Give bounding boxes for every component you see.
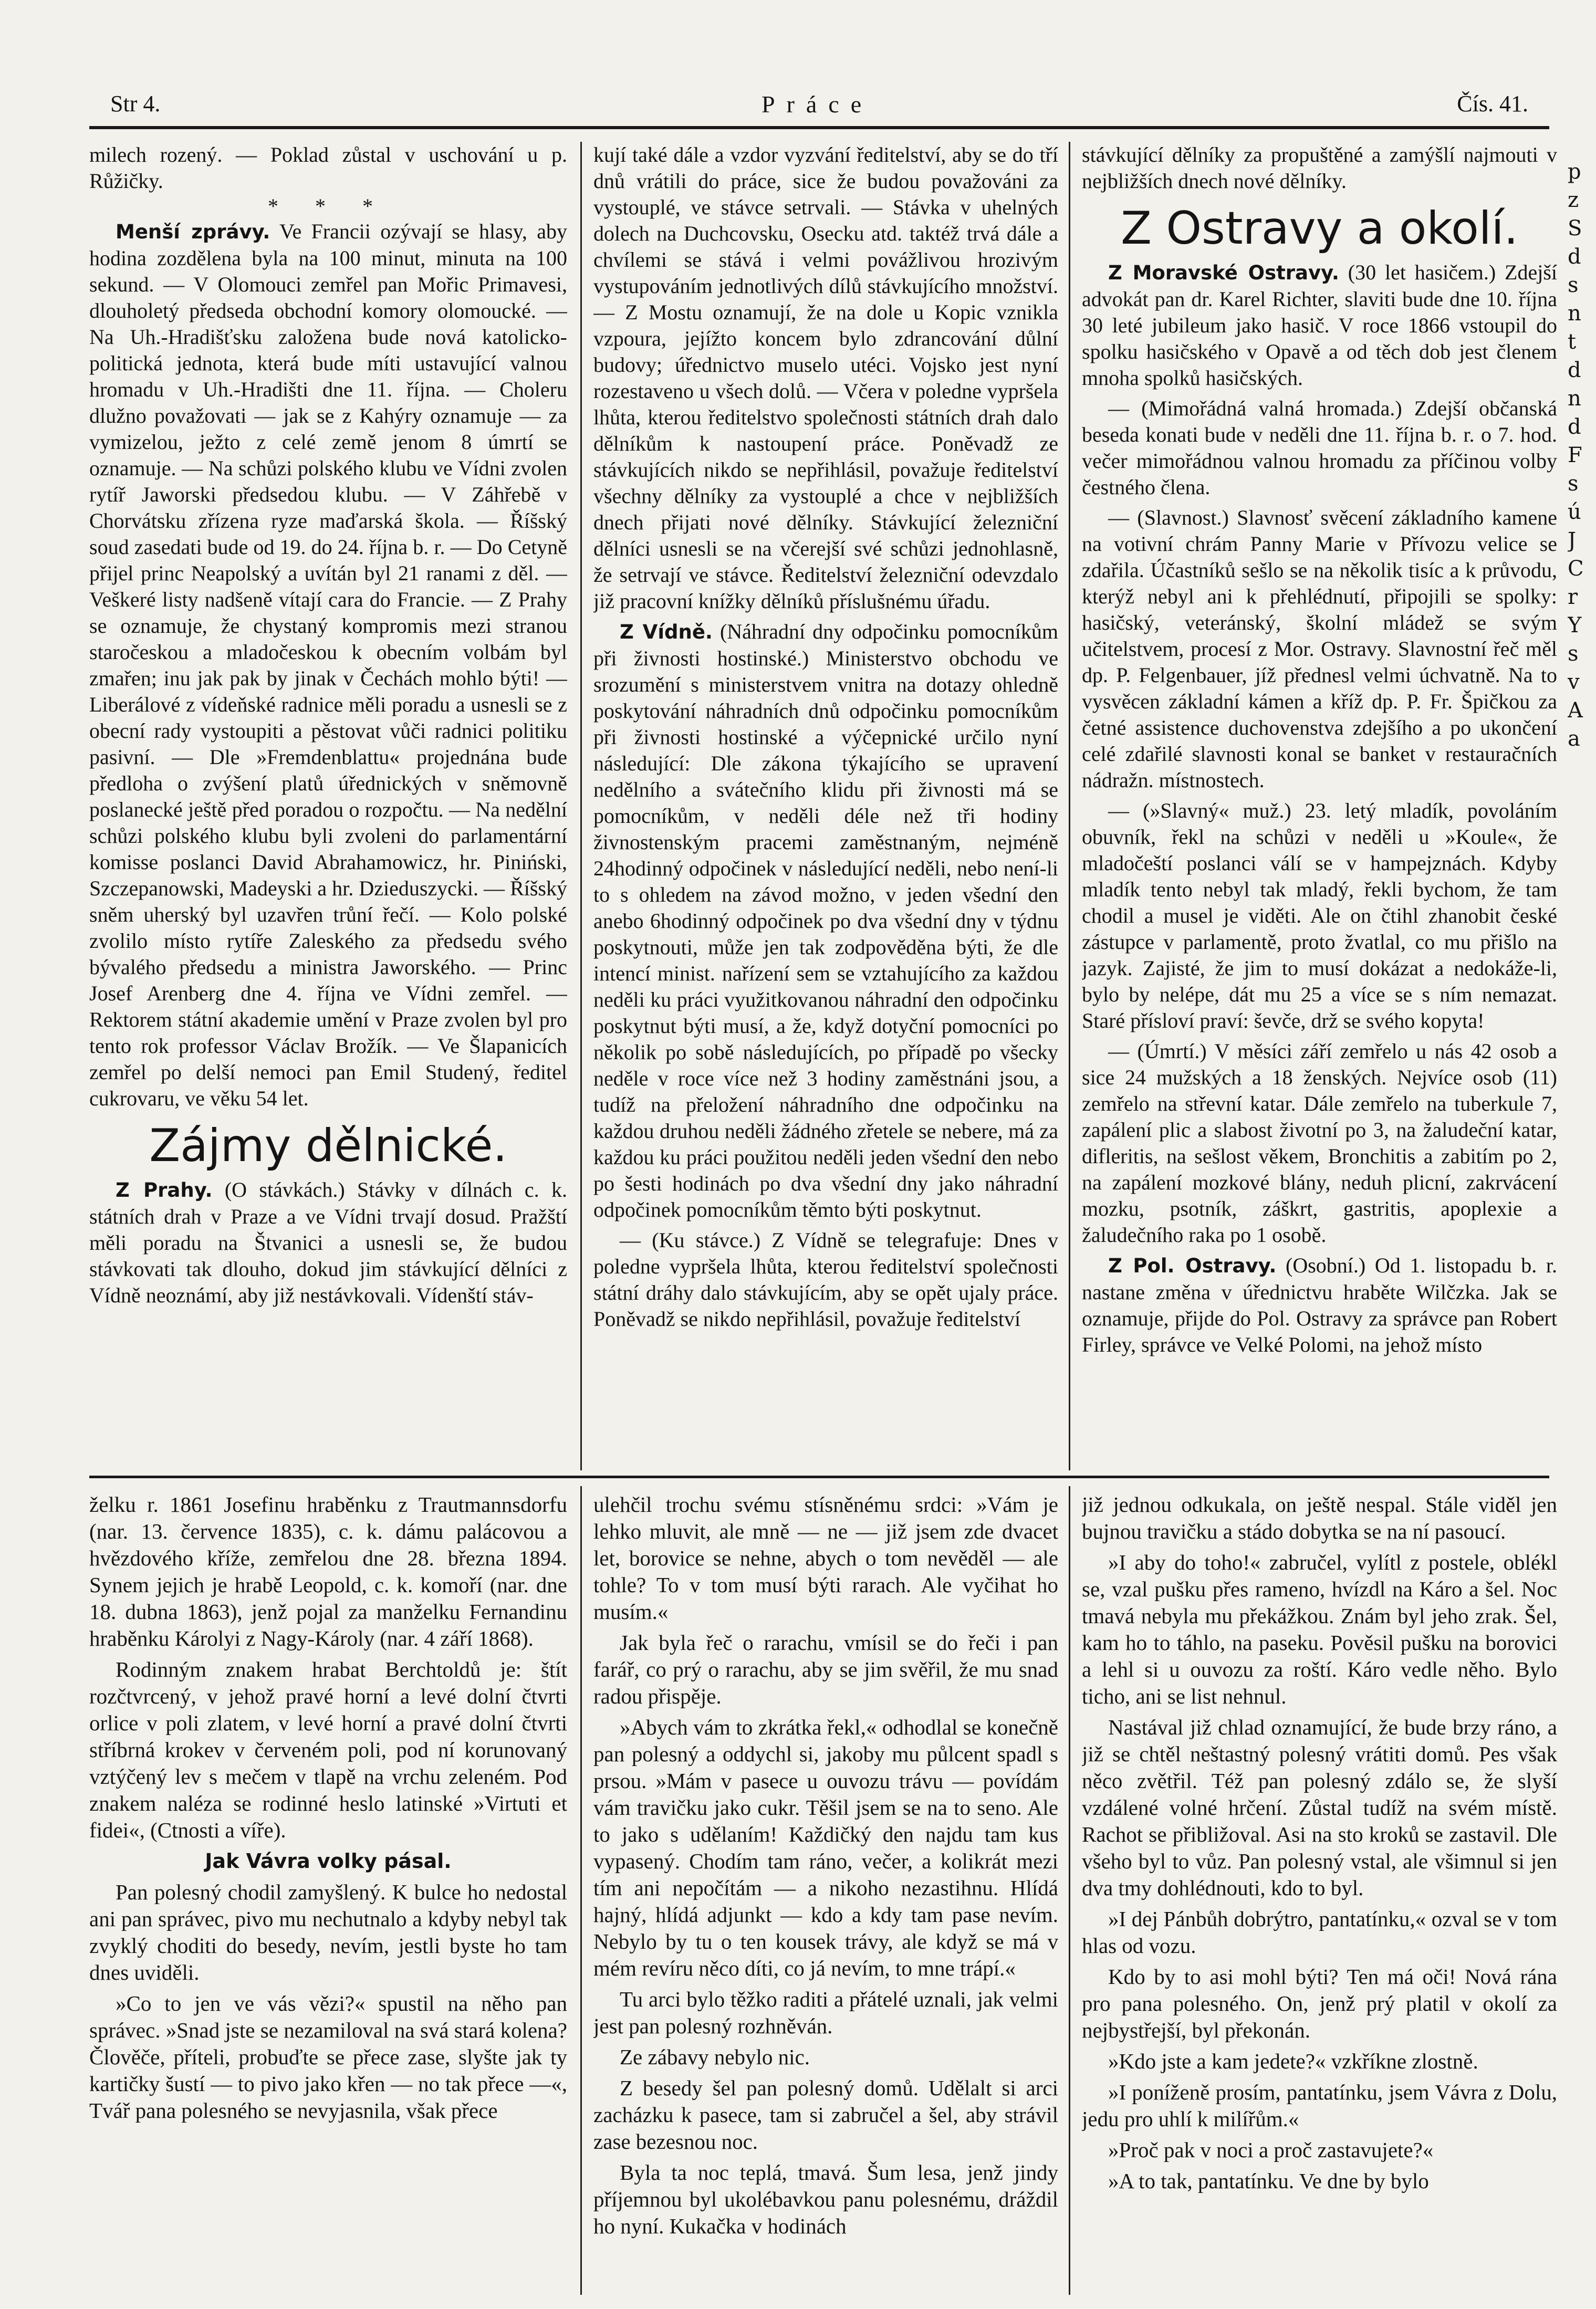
feuilleton-column-3 [1082,1491,1557,2295]
edge-letter: S [1568,216,1582,241]
paragraph: již jednou odkukala, on ještě nespal. Stále viděl jen bujnou travičku a stádo dobytka se na ní pasoucí. [1082,1492,1557,1543]
paragraph: »A to tak, pantatínku. Ve dne by bylo [1108,2169,1429,2193]
paragraph: milech rozený. — Poklad zůstal v uschování u p. Růžičky. [89,143,567,193]
paragraph: želku r. 1861 Josefinu hraběnku z Trautmannsdorfu (nar. 13. července 1835), c. k. dámu palácovou a hvězdového kříže, zemřelou dne 28. března 1894. Synem jejich je hrabě Leopold, c. k. komoří (nar. dne 18. dubna 1863), jenž pojal za manželku Fernandinu hraběnku Károlyi z Nagy-Károly (nar. 4 září 1868). [89,1492,567,1650]
section-title: Zájmy dělnické. [149,1120,507,1172]
paragraph: Byla ta noc teplá, tmavá. Šum lesa, jenž jindy příjemnou byl ukolébavkou panu polesnému, dráždil ho nyní. Kukačka v hodinách [593,2160,1058,2238]
paragraph: Rodinným znakem hrabat Berchtoldů je: štít rozčtvrcený, v jehož pravé horní a levé dolní čtvrti orlice v poli zlatem, v levé horní a pravé dolní čtvrti stříbrná krokev v červeném poli, pod ní korunovaný vztýčený lev s mečem v tlapě na vrchu zeleném. Pod znakem naléza se rodinné heslo latinské »Virtuti et fidei«, (Ctnosti a víře). [89,1657,567,1842]
paragraph: Nastával již chlad oznamující, že bude brzy ráno, a již se chtěl neštastný polesný vrátiti domů. Pes však něco zvětřil. Též pan polesný zdálo se, že slyší vzdálené volné hrčení. Zůstal tudíž na svém místě. Rachot se přibližoval. Asi na sto kroků se zastavil. Dle všeho byl to vůz. Pan polesný vstal, ale všimnul si jen dva tmy dohlédnouti, kdo to byl. [1082,1715,1557,1900]
dateline: Z Moravské Ostravy. [1108,262,1339,284]
paragraph: Ze zábavy nebylo nic. [620,2045,810,2069]
edge-letter: s [1568,642,1579,666]
labour-paragraph [89,1177,567,1309]
edge-letter: t [1568,330,1577,354]
edge-letter: p [1568,160,1581,184]
column-1 [89,142,567,1473]
paragraph: Jak byla řeč o rarachu, vmísil se do řeči i pan farář, co prý o rarachu, aby se jim svěřil, že mu snad radou přispěje. [593,1631,1058,1708]
paragraph: Tu arci bylo těžko raditi a přátelé uznali, jak velmi jest pan polesný rozhněván. [593,1987,1058,2038]
paragraph: »Abych vám to zkrátka řekl,« odhodlal se konečně pan polesný a oddychl si, jakoby mu půlcent spadl s prsou. »Mám v pasece u ouvozu trávu — povídám vám travičku jako cukr. Těšil jsem se na to seno. Ale to jako s udělaním! Každičký den najdu tam kus vypasený. Chodím tam ráno, večer, a kolikrát mezi tím ani nepočítám — a nikoho nezastihnu. Hlídá hajný, hlídá adjunkt — kdo a kdy tam pase nevím. Nebylo by tu o ten kousek trávy, ale když se má v mém revíru něco díti, co já nevím, to mne trápí.« [593,1715,1058,1980]
article-text: (30 let hasičem.) Zdejší advokát pan dr. Karel Richter, slaviti bude dne 10. října 30 leté jubileum jako hasič. V roce 1866 vstoupil do spolku hasičského v Opavě a od těch dob jest členem mnoha spolků hasičských. [1082,260,1557,390]
edge-letter: a [1568,727,1580,751]
dateline: Z Vídně. [620,621,713,643]
edge-letter: F [1568,443,1582,467]
paragraph: — (Ku stávce.) Z Vídně se telegrafuje: Dnes v poledne vypršela lhůta, kterou ředitelství společnosti státní dráhy dalo stávkujícím, aby se opět ujaly práce. Poněvadž se nikdo nepřihlásil, považuje ředitelství [593,1228,1058,1331]
story-title: Jak Vávra volky pásal. [205,1850,452,1873]
article-text: (O stávkách.) Stávky v dílnách c. k. státních drah v Praze a ve Vídni trvají dosud. Pražští měli poradu na Štvanici a usnesli se, že budou stávkovati tak dlouho, dokud jim stávkující dělníci z Vídně neoznámí, aby již nestávkovali. Vídenští stáv- [89,1178,567,1307]
vienna-paragraph [593,619,1058,1223]
pol-ostrava-paragraph [1082,1252,1557,1358]
feuilleton-column-2 [593,1491,1058,2295]
paragraph: kují také dále a vzdor vyzvání ředitelství, aby se do tří dnů vrátili do práce, sice že budou považováni za vystouplé, ve stávce setrvali. — Stávka v uhelných dolech na Duchcovsku, Osecku atd. taktéž trvá dále a chvílemi se stává i velmi povážlivou hrozivým vystupováním jednotlivých dílů stávkujícího množství. — Z Mostu oznamují, že na dole u Kopic vznikla vzpoura, jejížto koncem bylo zdrancování důlní budovy; úřednictvo muselo utéci. Vojsko jest nyní rozestaveno u všech dolů. — Včera v poledne vypršela lhůta, kterou ředitelstvo společnosti státních drah dalo dělníkům k nastoupení práce. Poněvadž ze stávkujících nikdo se nepřihlásil, považuje ředitelství všechny dělníky za vystouplé a chce v nejbližších dnech přijati nové dělníky. Stávkující železniční dělníci usnesli se na včerejší své schůzi jednohlasně, že setrvají ve stávce. Ředitelství železniční odevzdalo již pracovní knížky dělníků příslušnému úřadu. [593,143,1058,613]
paragraph: Kdo by to asi mohl býti? Ten má oči! Nová rána pro pana polesného. On, jenž prý platil v okolí za nejbystřejší, byl překonán. [1082,1965,1557,2042]
edge-letter: J [1568,528,1577,552]
adjacent-page-edge [1568,158,1596,753]
article-text: (Osobní.) Od 1. listopadu b. r. nastane změna v úřednictvu hraběte Wilčzka. Jak se oznamuje, přijde do Pol. Ostravy za správce pan Robert Firley, správce ve Velké Polomi, na jehož místo [1082,1253,1557,1356]
paragraph: »Kdo jste a kam jedete?« vzkříkne zlostně. [1108,2049,1478,2073]
edge-letter: s [1568,472,1579,496]
dateline: Z Prahy. [116,1179,213,1201]
page-header [110,90,1528,122]
edge-letter: Y [1568,613,1582,638]
column-divider [580,142,582,1470]
edge-letter: n [1568,386,1581,411]
paragraph: — (»Slavný« muž.) 23. letý mladík, povoláním obuvník, řekl na schůzi v neděli u »Koule«, že mladočeští poslanci válí se v hampejznách. Kdyby mladík tento nebyl tak mladý, řekli bychom, že tam chodil a musel je viděti. Ale on čtihl zhanobit české zástupce v parlamentě, proto žvatlal, co mu přišlo na jazyk. Zajisté, že jim to musí dokázat a nedokáže-li, bylo by nelépe, dát mu 25 a více se s ním nemazat. Staré přísloví praví: ševče, drž se svého kopyta! [1082,799,1557,1032]
edge-letter: d [1568,415,1581,439]
edge-letter: C [1568,557,1584,581]
column-3 [1082,142,1557,1473]
paragraph: Pan polesný chodil zamyšlený. K bulce ho nedostal ani pan správec, pivo mu nechutnalo a kdyby nebyl tak zvyklý choditi do besedy, nevím, jestli byste ho tam dnes uviděli. [89,1880,567,1984]
edge-letter: A [1568,698,1583,723]
column-2 [593,142,1058,1473]
edge-letter: n [1568,301,1581,326]
section-lead: Menší zprávy. [116,221,270,243]
feuilleton-column-1 [89,1491,567,2295]
paragraph: Z besedy šel pan polesný domů. Udělalt si arci zacházku k pasece, tam si zabručel a šel, aby strávil zase bezesnou noc. [593,2076,1058,2154]
paragraph: ulehčil trochu svému stísněnému srdci: »Vám je lehko mluvit, ale mně — ne — již jsem zde dvacet let, borovice se nehne, abych o tom nevěděl — ale tohle? To v tom musí býti rarach. Ale vyčihat ho musím.« [593,1492,1058,1624]
paragraph: »I aby do toho!« zabručel, vylítl z postele, oblékl se, vzal pušku přes rameno, hvízdl na Káro a šel. Noc tmavá nebyla mu překážkou. Znám byl jeho zrak. Šel, kam ho to táhlo, na paseku. Pověsil pušku na borovici a lehl si u ouvozu za roští. Káro vedle něho. Bylo ticho, ani se list nehnul. [1082,1550,1557,1708]
paragraph: — (Mimořádná valná hromada.) Zdejší občanská beseda konati bude v neděli dne 11. října b. r. o 7. hod. večer mimořádnou valnou hromadu za příčinou volby čestného člena. [1082,396,1557,499]
issue-number: Čís. 41. [1457,91,1528,117]
feuilleton-rule [89,1476,1549,1478]
paragraph: — (Slavnost.) Slavnosť svěcení základního kamene na votivní chrám Panny Marie v Přívozu velice se zdařila. Účastníků sešlo se na několik tisíc a k průvodu, kterýž nebyl ani k přehlédnutí, připojili se spolky: hasičský, veteránský, školní mládež se svým učitelstvem, procesí z Mor. Ostravy. Slavnostní řeč měl dp. P. Felgenbauer, jíž přednesl velmi úchvatně. Na to vysvěcen základní kámen a kříž dp. P. Fr. Špičkou za četné assistence duchovenstva zdejšího a po ukončení celé zdařilé slavnosti konal se banket v restauračních nádražn. místnostech. [1082,506,1557,792]
paragraph: stávkující dělníky za propuštěné a zamýšlí najmouti v nejbližších dnech nové dělníky. [1082,143,1557,193]
edge-letter: d [1568,245,1581,269]
paragraph: »Proč pak v noci a proč zastavujete?« [1108,2138,1434,2162]
paragraph: »Co to jen ve vás vězi?« spustil na něho pan správec. »Snad jste se nezamiloval na svá stará kolena? Člověče, příteli, probuďte se přece zase, slyšte jak ty kartičky šustí — to pivo jako křen — no tak přece —«, Tvář pana polesného se nevyjasnila, však přece [89,1991,567,2123]
edge-letter: s [1568,273,1579,297]
column-divider [1069,142,1070,1470]
news-text: Ve Francii ozývají se hlasy, aby hodina zozdělena byla na 100 minut, minuta na 100 sekund. — V Olomouci zemřel pan Mořic Primavesi, dlouholetý předseda obchodní komory olomoucké. — Na Uh.-Hradišťsku založena bude nová katolicko-politická jednota, která bude míti ustavující valnou hromadu v Uh.-Hradišti dne 11. října. — Choleru dlužno považovati — jak se z Kahýry oznamuje — za vymizelou, ježto z celé země jenom 8 úmrtí se oznamuje. — Na schůzi polského klubu ve Vídni zvolen rytíř Jaworski předsedou klubu. — V Záhřebě v Chorvátsku zřízena ryze maďarská škola. — Říšský soud zasedati bude od 19. do 24. října b. r. — Do Cetyně přijel princ Neapolský a uvítán byl 21 ranami z děl. — Veškeré listy nadšeně vítají cara do Francie. — Z Prahy se oznamuje, že chystaný kompromis mezi stranou staročeskou a mladočeskou k obecním volbám byl zmařen; inu jak pak by jinak v Čechách mohlo býti! — Liberálové z vídeňské radnice měli poradu a usnesli se z obecní rady vystoupiti a pěstovat vůči radnici politiku pasivní. — Dle »Fremdenblattu« projednána bude předloha o zvýšení platů úřednických v sněmovně poslanecké ještě před poradou o rozpočtu. — Na nedělní schůzi polského klubu byli zvoleni do parlamentární komisse poslanci David Abrahamowicz, hr. Piniński, Szczepanowski, Madeyski a hr. Dzieduszycki. — Říšský sněm uherský byl uzavřen trůní řečí. — Kolo polské zvolilo místo rytíře Zaleského za předsedu svého bývalého předsedu a ministra Jaworského. — Princ Josef Arenberg dne 4. října ve Vídni zemřel. — Rektorem státní akademie umění v Praze zvolen byl pro tento rok professor Václav Brožík. — Ve Šlapanicích zemřel po delší nemoci pan Emil Studený, ředitel cukrovaru, ve věku 54 let. [89,220,567,1110]
paragraph: — (Úmrtí.) V měsíci září zemřelo u nás 42 osob a sice 24 mužských a 18 ženských. Nejvíce osob (11) zemřelo na střevní katar. Dále zemřelo na tuberkule 7, zapálení plic a slabost životní po 3, na žaludeční katar, difleritis, na sešlost věkem, Bronchitis a zabitím po 2, na zapálení mozkové blány, neduh plicní, zakrvácení mozku, psotník, záškrt, gastritis, apoplexie a žaludečního raka po 1 osobě. [1082,1039,1557,1247]
edge-letter: r [1568,585,1578,609]
edge-letter: z [1568,188,1579,212]
ostrava-paragraph [1082,259,1557,391]
newspaper-title: Práce [762,91,873,118]
page-number: Str 4. [110,91,161,117]
edge-letter: v [1568,670,1580,694]
article-text: (Náhradní dny odpočinku pomocníkům při živnosti hostinské.) Ministerstvo obchodu ve srozumění s ministerstvem vnitra na dotazy ohledně poskytování náhradních dnů odpočinku pomocníkům při živnosti hostinské a výčepnické určilo nyní následující: Dle zákona týkajícího se upravení nedělního a svátečního klidu při živnosti má se pomocníkům, v neděli déle než tři hodiny živnostenským pracemi zaměstnaným, nejméně 24hodinný odpočinek v následující neděli, nebo není-li to s ohledem na závod možno, v jeden všední den anebo 6hodinný odpočinek po dva všední dny v týdnu poskytnouti, může jen tak zodpověděna býti, že dle intencí minist. nařízení sem se vztahujícího za každou neděli ku práci využitkovanou náhradní den odpočinku poskytnut býti musí, a že, když dotyční pomocníci po několik po sobě následujících, po případě po všecky neděle v roce více než 3 hodiny zaměstnáni jsou, a tudíž na přeložení náhradního dne odpočinku na každou druhou neděli žádného zřetele se nebere, má za každou ku práci použitou neděli jeden všední den nebo po šesti hodinách po dva všední dny jako náhradní odpočinek pomocníkům těmto býti poskytnut. [593,620,1058,1221]
section-ornament: * * * [268,194,389,218]
edge-letter: ú [1568,500,1581,524]
section-title: Z Ostravy a okolí. [1121,202,1518,255]
column-divider [580,1486,582,2295]
paragraph: »I dej Pánbůh dobrýtro, pantatínku,« ozval se v tom hlas od vozu. [1082,1907,1557,1958]
edge-letter: d [1568,358,1581,382]
paragraph: »I poníženě prosím, pantatínku, jsem Vávra z Dolu, jedu pro uhlí k milířům.« [1082,2080,1557,2131]
dateline: Z Pol. Ostravy. [1108,1255,1277,1277]
header-rule [89,126,1549,129]
news-paragraph [89,218,567,1112]
column-divider [1069,1486,1070,2295]
